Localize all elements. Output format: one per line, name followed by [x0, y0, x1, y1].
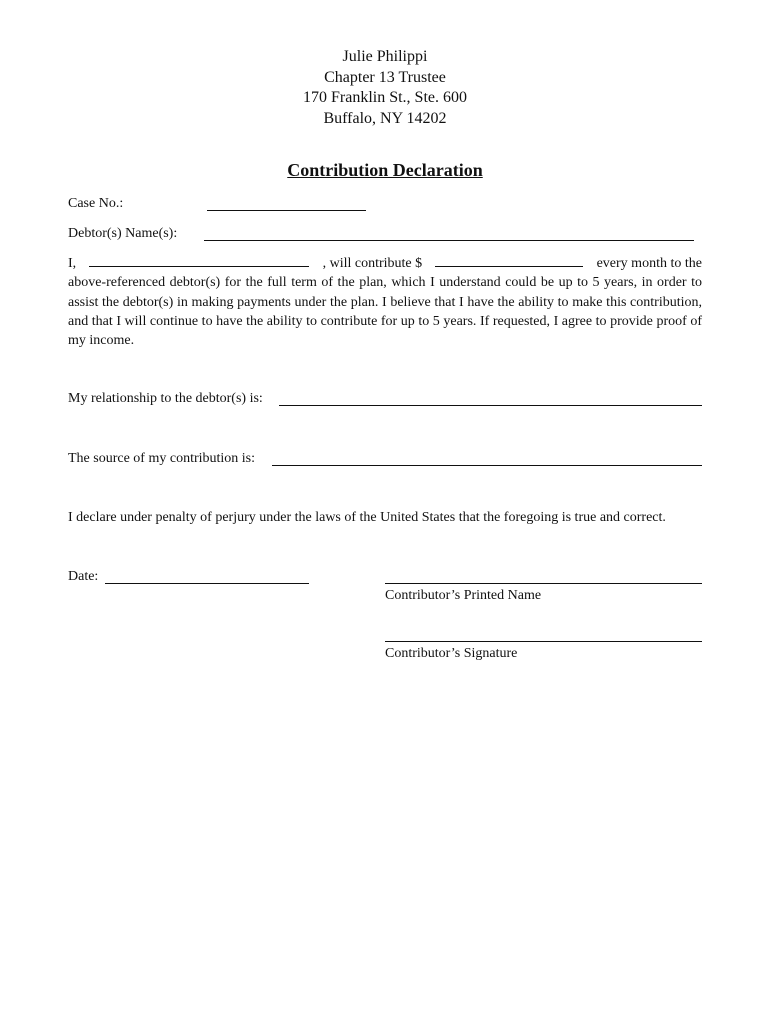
date-field[interactable]: [105, 583, 309, 584]
trustee-role: Chapter 13 Trustee: [324, 68, 446, 86]
trustee-city: Buffalo, NY 14202: [323, 109, 447, 127]
paragraph-body: above-referenced debtor(s) for the full term of the plan, which I understand could be up to 5 years, in order to assist the debtor(s) in making payments under the plan. I believe that I have the ability to make this contribution, and that I will continue to have the ability to contribute for up to 5 years. If requested, I agree to provide proof of my income.: [68, 275, 702, 349]
trustee-name: Julie Philippi: [342, 48, 428, 65]
debtor-names-label: Debtor(s) Name(s):: [68, 226, 178, 241]
relationship-label: My relationship to the debtor(s) is:: [68, 391, 263, 406]
document-title: Contribution Declaration: [287, 160, 483, 180]
source-field[interactable]: [272, 465, 702, 466]
signature-field[interactable]: [385, 641, 702, 642]
contribution-paragraph: [68, 253, 702, 350]
signature-caption: Contributor’s Signature: [385, 646, 518, 661]
trustee-street: 170 Franklin St., Ste. 600: [302, 89, 467, 106]
source-label: The source of my contribution is:: [68, 451, 256, 466]
paragraph-every-month: every month to the: [596, 256, 702, 271]
perjury-declaration: I declare under penalty of perjury under the laws of the United States that the foregoing is true and correct.: [68, 510, 666, 525]
printed-name-caption: Contributor’s Printed Name: [385, 588, 542, 603]
paragraph-first-line: [68, 253, 702, 273]
case-no-label: Case No.:: [68, 196, 124, 211]
case-no-field[interactable]: [207, 210, 366, 211]
trustee-header: [0, 47, 770, 129]
contributor-name-field[interactable]: [89, 253, 309, 267]
relationship-field[interactable]: [279, 405, 702, 406]
paragraph-will-contribute: , will contribute $: [322, 256, 423, 271]
paragraph-word-i: I,: [68, 256, 77, 271]
contribution-amount-field[interactable]: [435, 253, 583, 267]
debtor-names-field[interactable]: [204, 240, 694, 241]
date-label: Date:: [68, 569, 99, 584]
printed-name-field[interactable]: [385, 583, 702, 584]
